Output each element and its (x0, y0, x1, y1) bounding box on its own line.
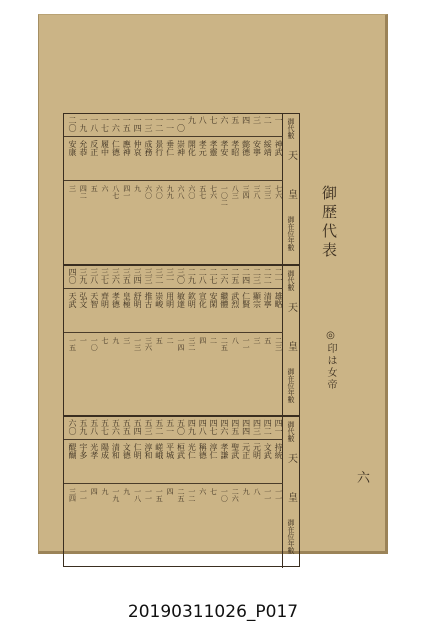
reign-number: 五三 (143, 419, 153, 435)
reign-number: 二六 (219, 268, 229, 284)
emperor-column (250, 417, 262, 568)
reign-number: 三六 (111, 268, 121, 284)
emperor-name: 懿德 (241, 140, 251, 156)
reign-years: 二六 (231, 488, 240, 502)
emperor-name: 元明 (252, 443, 262, 459)
emperor-column (120, 266, 132, 415)
reign-years: 八七 (111, 185, 120, 199)
reign-years: 一一 (242, 337, 251, 351)
reign-number: 四一 (274, 419, 284, 435)
emperor-column (88, 417, 100, 568)
reign-number: 四五 (230, 419, 240, 435)
emperor-column (196, 266, 208, 415)
emperor-column (185, 114, 197, 264)
reign-years: 一八 (133, 488, 142, 502)
emperor-name: 陽成 (100, 443, 110, 459)
reign-number: 一三 (143, 116, 153, 132)
reign-years: 三 (252, 337, 261, 344)
table-band-3 (64, 417, 299, 568)
emperor-column (66, 266, 78, 415)
emperor-column (77, 266, 89, 415)
emperor-column (109, 266, 121, 415)
reign-years: 一三 (133, 337, 142, 351)
reign-years: 九 (242, 488, 251, 495)
header-label: 皇 (285, 341, 297, 351)
reign-number: 一二 (154, 116, 164, 132)
emperor-name: 敏達 (176, 292, 186, 308)
emperor-column (142, 114, 154, 264)
reign-number: 五 (230, 116, 240, 124)
emperor-name: 天武 (68, 292, 77, 308)
reign-number: 一五 (122, 116, 132, 132)
reign-number: 五六 (111, 419, 121, 435)
reign-number: 三三 (143, 268, 153, 284)
reign-years: 九九 (166, 185, 175, 199)
reign-years: 一一 (79, 488, 88, 502)
emperor-column (142, 417, 154, 568)
reign-number: 一七 (100, 116, 110, 132)
reign-number: 五四 (133, 419, 143, 435)
header-label: 御在位年數 (287, 519, 295, 554)
reign-number: 六 (219, 116, 229, 124)
reign-number: 三八 (89, 268, 99, 284)
legend-note: ◎印は女帝 (325, 330, 336, 391)
reign-number: 三七 (100, 268, 110, 284)
emperor-name: 顯宗 (252, 292, 262, 308)
emperor-column (175, 266, 187, 415)
header-label: 御在位年數 (287, 368, 295, 403)
emperor-name: 孝靈 (209, 140, 219, 156)
reign-years: 七 (101, 337, 110, 344)
emperor-column (131, 266, 143, 415)
reign-number: 四四 (241, 419, 251, 435)
emperor-name: 欽明 (187, 292, 197, 308)
emperor-name: 聖武 (230, 443, 240, 459)
reign-years: 七 (209, 488, 218, 495)
page-title: 御歴代表 (320, 185, 338, 261)
emperor-name: 仁德 (111, 140, 121, 156)
emperor-name: 推古 (143, 292, 153, 308)
emperor-name: 舒明 (133, 292, 143, 308)
reign-number: 一一 (165, 116, 175, 132)
reign-number: 二一 (274, 268, 284, 284)
emperor-column (109, 114, 121, 264)
reign-number: 一六 (111, 116, 121, 132)
emperor-name: 天智 (89, 292, 99, 308)
reign-years: 二 (209, 337, 218, 344)
reign-years: 六八 (177, 185, 185, 199)
reign-years: 一一 (144, 488, 153, 502)
emperor-column (131, 114, 143, 264)
reign-years: 四一 (122, 185, 131, 199)
reign-number: 五七 (100, 419, 110, 435)
reign-number: 一〇 (176, 116, 186, 132)
emperor-name: 孝昭 (230, 140, 240, 156)
reign-number: 五二 (154, 419, 164, 435)
emperor-name: 孝元 (198, 140, 208, 156)
reign-number: 三四 (133, 268, 143, 284)
emperor-name: 嵯峨 (154, 443, 164, 459)
reign-years: 三二 (187, 337, 196, 351)
emperor-column (240, 114, 252, 264)
reign-number: 二四 (241, 268, 251, 284)
reign-years: 二五 (177, 488, 185, 502)
emperor-name: 繼體 (219, 292, 229, 308)
emperor-column (175, 114, 187, 264)
reign-number: 八 (198, 116, 208, 124)
emperor-column (261, 417, 273, 568)
reign-years: 七六 (274, 185, 283, 199)
emperor-column (77, 417, 89, 568)
emperor-column (153, 417, 165, 568)
emperor-table (63, 113, 300, 567)
emperor-column (164, 114, 176, 264)
emperor-column (272, 266, 284, 415)
emperor-name: 景行 (154, 140, 164, 156)
reign-years: 九 (111, 337, 120, 344)
reign-years: 八 (231, 337, 240, 344)
reign-years: 五 (155, 337, 164, 344)
reign-years: 九 (133, 185, 142, 192)
reign-number: 五九 (78, 419, 88, 435)
emperor-name: 開化 (187, 140, 197, 156)
emperor-name: 齊明 (100, 292, 110, 308)
emperor-name: 稱德 (198, 443, 208, 459)
emperor-column (88, 266, 100, 415)
header-label: 御代數 (287, 270, 295, 291)
reign-number: 一 (274, 116, 284, 124)
reign-years: 一二 (187, 488, 196, 502)
emperor-name: 仁明 (133, 443, 143, 459)
emperor-column (250, 114, 262, 264)
emperor-name: 武烈 (230, 292, 240, 308)
reign-years: 四 (198, 337, 207, 344)
reign-years: 二三 (274, 337, 283, 351)
reign-number: 二 (263, 116, 273, 124)
table-band-2 (64, 266, 299, 417)
header-label: 天 (285, 453, 297, 463)
reign-years: 一四 (177, 337, 185, 351)
reign-years: 一一 (274, 488, 283, 502)
header-label: 天 (285, 302, 297, 312)
reign-number: 五五 (122, 419, 132, 435)
reign-years: 六〇 (187, 185, 196, 199)
emperor-name: 平城 (165, 443, 175, 459)
band-header (282, 266, 299, 415)
emperor-name: 垂仁 (165, 140, 175, 156)
emperor-name: 文武 (263, 443, 273, 459)
emperor-column (196, 114, 208, 264)
emperor-name: 神武 (274, 140, 284, 156)
emperor-column (77, 114, 89, 264)
emperor-name: 桓武 (176, 443, 186, 459)
header-label: 天 (285, 150, 297, 160)
reign-number: 二八 (198, 268, 208, 284)
emperor-name: 安閑 (209, 292, 219, 308)
emperor-column (218, 417, 230, 568)
reign-years: 九 (122, 488, 131, 495)
emperor-name: 安康 (68, 140, 77, 156)
emperor-column (88, 114, 100, 264)
reign-years: 三六 (144, 337, 153, 351)
reign-years: 三 (68, 185, 77, 192)
reign-number: 一九 (78, 116, 88, 132)
reign-years: 三八 (252, 185, 261, 199)
header-label: 御在位年數 (287, 216, 295, 251)
emperor-name: 光孝 (89, 443, 99, 459)
emperor-name: 允恭 (78, 140, 88, 156)
emperor-column (207, 114, 219, 264)
emperor-name: 皇極 (122, 292, 132, 308)
emperor-name: 安寧 (252, 140, 262, 156)
reign-number: 一四 (133, 116, 143, 132)
reign-years: 三 (122, 337, 131, 344)
emperor-column (218, 114, 230, 264)
reign-years: 七六 (209, 185, 218, 199)
reign-number: 三〇 (176, 268, 186, 284)
emperor-name: 綏靖 (263, 140, 273, 156)
emperor-column (164, 266, 176, 415)
reign-years: 三四 (242, 185, 251, 199)
emperor-name: 弘文 (78, 292, 88, 308)
reign-number: 二〇 (68, 116, 77, 132)
reign-number: 四九 (187, 419, 197, 435)
reign-number: 三二 (154, 268, 164, 284)
reign-number: 六〇 (68, 419, 77, 435)
emperor-name: 孝德 (111, 292, 121, 308)
emperor-column (240, 417, 252, 568)
emperor-name: 雄略 (274, 292, 284, 308)
emperor-name: 仁賢 (241, 292, 251, 308)
emperor-column (153, 114, 165, 264)
emperor-column (185, 417, 197, 568)
emperor-name: 成務 (143, 140, 153, 156)
emperor-name: 文德 (122, 443, 132, 459)
emperor-name: 孝謙 (219, 443, 229, 459)
reign-number: 四八 (198, 419, 208, 435)
reign-number: 四六 (219, 419, 229, 435)
emperor-column (207, 417, 219, 568)
reign-number: 四 (241, 116, 251, 124)
reign-number: 二二 (263, 268, 273, 284)
band-header (282, 114, 299, 264)
emperor-column (229, 266, 241, 415)
emperor-column (261, 266, 273, 415)
reign-number: 二五 (230, 268, 240, 284)
emperor-column (272, 417, 284, 568)
reign-number: 九 (187, 116, 197, 124)
reign-years: 一〇 (90, 337, 99, 351)
reign-years: 六 (101, 185, 110, 192)
reign-years: 八三 (231, 185, 240, 199)
emperor-column (272, 114, 284, 264)
table-band-1 (64, 114, 299, 266)
reign-years: 六 (198, 488, 207, 495)
emperor-name: 反正 (89, 140, 99, 156)
emperor-column (185, 266, 197, 415)
header-label: 御代數 (287, 118, 295, 139)
emperor-column (66, 417, 78, 568)
emperor-name: 崇神 (176, 140, 186, 156)
reign-years: 一 (79, 337, 88, 344)
emperor-column (99, 417, 111, 568)
emperor-name: 持統 (274, 443, 284, 459)
reign-years: 六〇 (144, 185, 153, 199)
reign-number: 三一 (165, 268, 175, 284)
reign-years: 四 (166, 488, 175, 495)
band-header (282, 417, 299, 568)
emperor-column (120, 114, 132, 264)
emperor-name: 清和 (111, 443, 121, 459)
emperor-column (99, 114, 111, 264)
emperor-column (66, 114, 78, 264)
emperor-name: 光仁 (187, 443, 197, 459)
reign-number: 三五 (122, 268, 132, 284)
reign-years: 二五 (220, 337, 229, 351)
header-label: 御代數 (287, 421, 295, 442)
emperor-column (164, 417, 176, 568)
emperor-column (250, 266, 262, 415)
reign-years: 九 (101, 488, 110, 495)
emperor-column (109, 417, 121, 568)
reign-number: 五一 (165, 419, 175, 435)
reign-number: 四三 (252, 419, 262, 435)
emperor-name: 崇峻 (154, 292, 164, 308)
reign-number: 一八 (89, 116, 99, 132)
emperor-name: 清寧 (263, 292, 273, 308)
reign-years: 一五 (68, 337, 77, 351)
reign-years: 五 (90, 185, 99, 192)
reign-number: 三九 (78, 268, 88, 284)
emperor-name: 宣化 (198, 292, 208, 308)
reign-number: 四〇 (68, 268, 77, 284)
reign-years: 四 (90, 488, 99, 495)
emperor-name: 淳仁 (209, 443, 219, 459)
reign-years: 五七 (198, 185, 207, 199)
image-caption: 20190311026_P017 (127, 602, 299, 622)
reign-years: 六〇 (155, 185, 164, 199)
emperor-name: 仲哀 (133, 140, 143, 156)
emperor-column (175, 417, 187, 568)
reign-years: 八 (252, 488, 261, 495)
page-number: 六 (357, 471, 371, 486)
emperor-column (240, 266, 252, 415)
emperor-name: 孝安 (219, 140, 229, 156)
reign-years: 四二 (79, 185, 88, 199)
reign-number: 五八 (89, 419, 99, 435)
emperor-column (207, 266, 219, 415)
reign-number: 五〇 (176, 419, 186, 435)
reign-number: 七 (209, 116, 219, 124)
emperor-name: 宇多 (78, 443, 88, 459)
emperor-name: 淳和 (143, 443, 153, 459)
reign-number: 二七 (209, 268, 219, 284)
reign-years: 三三 (263, 185, 272, 199)
reign-years: 一〇 (220, 488, 229, 502)
emperor-name: 元正 (241, 443, 251, 459)
emperor-column (196, 417, 208, 568)
reign-number: 二九 (187, 268, 197, 284)
emperor-column (99, 266, 111, 415)
reign-years: 三四 (68, 488, 77, 502)
emperor-column (142, 266, 154, 415)
reign-years: 二 (166, 337, 175, 344)
reign-number: 二三 (252, 268, 262, 284)
header-label: 皇 (285, 189, 297, 199)
reign-number: 四二 (263, 419, 273, 435)
emperor-column (153, 266, 165, 415)
emperor-column (261, 114, 273, 264)
reign-number: 三 (252, 116, 262, 124)
reign-number: 四七 (209, 419, 219, 435)
reign-years: 一一 (263, 488, 272, 502)
emperor-column (229, 417, 241, 568)
emperor-name: 醍醐 (68, 443, 77, 459)
emperor-column (229, 114, 241, 264)
document-page (38, 14, 388, 554)
reign-years: 一五 (155, 488, 164, 502)
reign-years: 一〇二 (220, 185, 229, 206)
emperor-column (131, 417, 143, 568)
emperor-name: 用明 (165, 292, 175, 308)
emperor-column (218, 266, 230, 415)
reign-years: 一九 (111, 488, 120, 502)
emperor-name: 應神 (122, 140, 132, 156)
emperor-name: 履中 (100, 140, 110, 156)
reign-years: 五 (263, 337, 272, 344)
header-label: 皇 (285, 492, 297, 502)
emperor-column (120, 417, 132, 568)
